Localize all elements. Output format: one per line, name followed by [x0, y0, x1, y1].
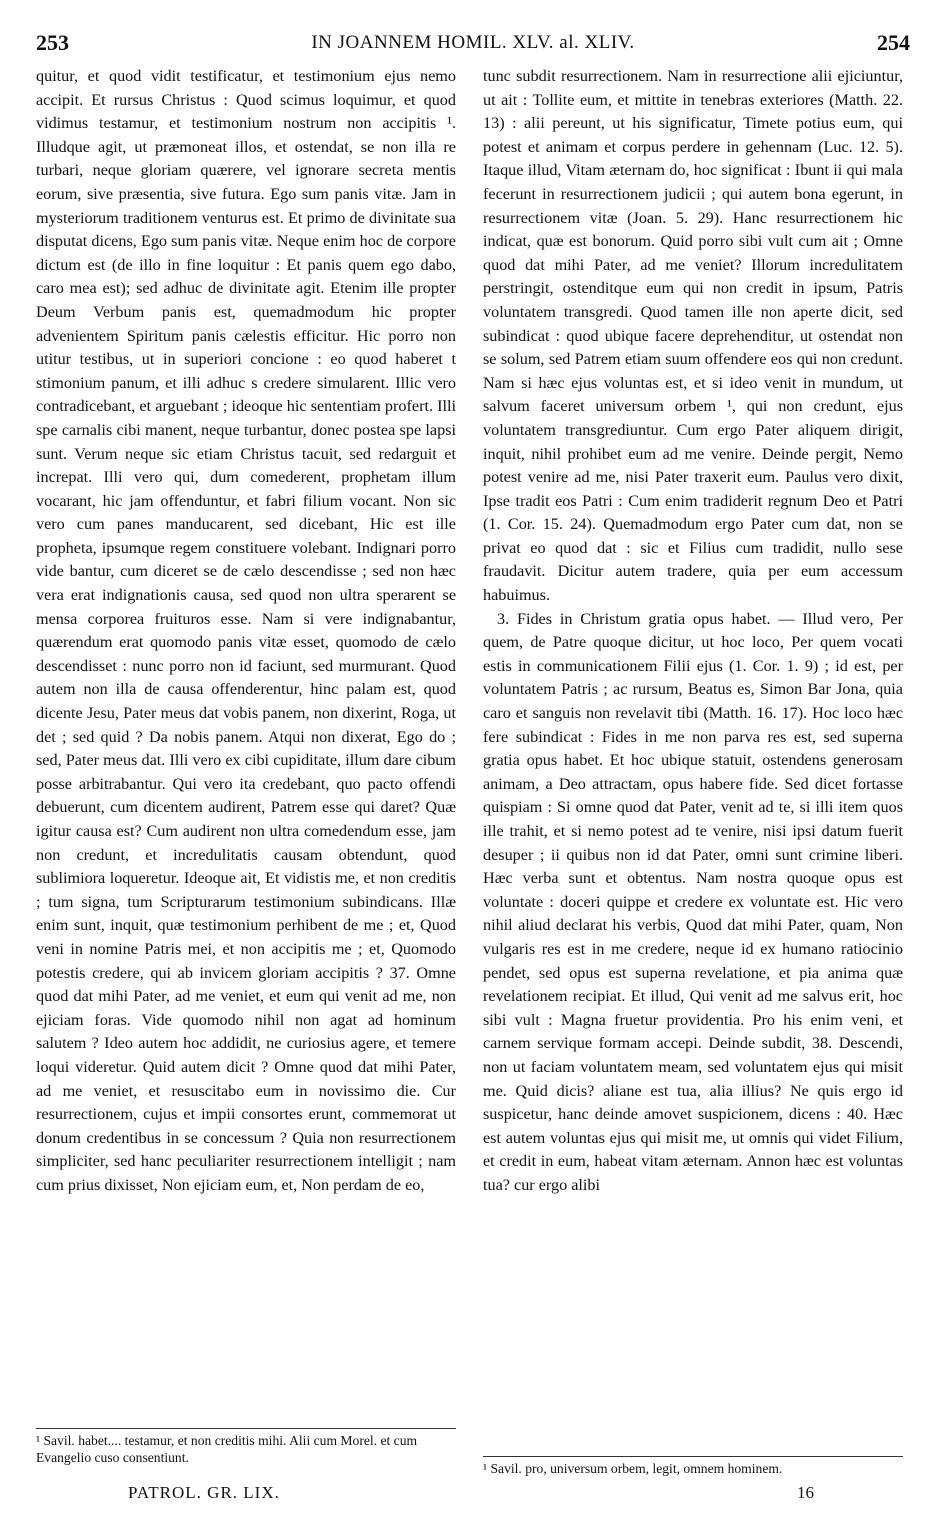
- footnote-right: ¹ Savil. pro, universum orbem, legit, omnem hominem.: [483, 1461, 783, 1476]
- right-paragraph-2: 3. Fides in Christum gratia opus habet. — Illud vero, Per quem, de Patre quoque dicitur, ut hoc loco, Per quem vocati estis in communicationem Filii ejus (1. Cor. 1. 9) ; id est, per voluntatem Patris ; ac rursum, Beatus es, Simon Bar Jona, quia caro et sanguis non revelavit tibi (Matth. 16. 17). Hoc loco hæc fere subindicat : Fides in me non parva res est, sed superna gratia opus habet. Et hoc ubique statuit, ostendens generosam animam, a Deo attractam, opus habere fide. Sed dicet fortasse quispiam : Si omne quod dat Pater, venit ad te, si illi item quos ille trahit, et si nemo potest ad te venire, nisi ipsi datum fuerit desuper ; ii quibus non id dat Pater, omni sunt crimine liberi. Hæc verba sunt et obtentus. Nam nostra quoque opus est voluntate : doceri quippe et credere ex voluntate est. Hic vero nihil aliud declarat his verbis, Quod dat mihi Pater, quam, Non vulgaris res est in me credere, neque id ex humano ratiocinio pendet, sed opus est superna revelatione, et pia anima quæ revelationem recipiat. Et illud, Qui venit ad me salvus erit, hoc sibi vult : Magna fruetur providentia. Pro his enim veni, et carnem servique formam accepi. Deinde subdit, 38. Descendi, non ut faciam voluntatem meam, sed voluntatem ejus qui misit me. Quid dicis? aliane est tua, alia illius? Ne quis ergo id suspicetur, hanc deinde amovet suspicionem, dicens : 40. Hæc est autem voluntas ejus qui misit me, ut omnis qui videt Filium, et credit in eum, habeat vitam æternam. Annon hæc est voluntas tua? cur ergo alibi: [483, 609, 903, 1194]
- page-number-left: 253: [36, 30, 69, 55]
- footnote-left: ¹ Savil. habet.... testamur, et non creditis mihi. Alii cum Morel. et cum Evangelio cuso consentiunt.: [36, 1433, 418, 1465]
- signature-mark: PATROL. GR. LIX.: [128, 1483, 280, 1502]
- right-paragraph-1: tunc subdit resurrectionem. Nam in resurrectione alii ejiciuntur, ut ait : Tollite eum, et mittite in tenebras exteriores (Matth. 22. 13) : alii pereunt, ut his significatur, Timete potius eum, qui potest et animam et corpus perdere in gehennam (Luc. 12. 5). Itaque illud, Vitam æternam do, hoc significat : Ibunt ii qui mala fecerunt in resurrectionem judicii ; qui autem bona egerunt, in resurrectionem vitæ (Joan. 5. 29). Hanc resurrectionem hic indicat, quæ est bonorum. Quid porro sibi vult cum ait ; Omne quod dat mihi Pater, ad me veniet? Illorum incredulitatem perstringit, ostenditque eum qui non credit in ipsum, Patris voluntatem transgredi. Quod tamen ille non aperte dicit, sed subindicat : quod ubique facere deprehenditur, ut ostendat non se solum, sed Patrem etiam suum offendere eos qui non credunt. Nam si hæc ejus voluntas est, et si ideo venit in mundum, ut salvum faceret universum orbem ¹, qui non credunt, ejus voluntatem transgrediuntur. Cum ergo Pater aliquem dirigit, inquit, nihil prohibet eum ad me venire. Deinde pergit, Nemo potest venire ad me, nisi Pater traxerit eum. Paulus vero dixit, Ipse tradit eos Patri : Cum enim tradiderit regnum Deo et Patri (1. Cor. 15. 24). Quemadmodum ergo Pater cum dat, non se privat eo quod dat : sic et Filius cum tradidit, nullo sese fraudavit. Dicitur autem tradere, quia per eum accessum habuimus.: [483, 67, 903, 605]
- running-header: [36, 26, 910, 66]
- footnote-rule-left: [36, 1428, 456, 1429]
- footnote-rule-right: [483, 1456, 903, 1457]
- running-title: IN JOANNEM HOMIL. XLV. al. XLIV.: [311, 32, 635, 53]
- signature-number: 16: [797, 1483, 814, 1502]
- left-paragraph-1: quitur, et quod vidit testificatur, et testimonium ejus nemo accipit. Et rursus Christus : Quod scimus loquimur, et quod vidimus testamur, et testimonium nostrum non accipitis ¹. Illudque agit, ut præmoneat illos, et ostendat, se non illa re turbari, neque gloriam quærere, vel ignorare secreta mentis eorum, sive præsentia, sive futura. Ego sum panis vitæ. Jam in mysteriorum traditionem venturus est. Et primo de divinitate sua disputat dicens, Ego sum panis vitæ. Neque enim hoc de corpore dictum est (de illo in fine loquitur : Et panis quem ego dabo, caro mea est); sed adhuc de divinitate agit. Etenim ille propter Deum Verbum panis est, quemadmodum hic propter advenientem Spiritum panis cælestis efficitur. Hic porro non utitur testibus, ut in superiori concione : eo quod haberet t stimonium panum, et illi adhuc s credere simularent. Illic vero contradicebant, et arguebant ; ideoque hic sententiam profert. Illi spe carnalis cibi manent, neque turbantur, donec postea spe lapsi sunt. Verum neque sic etiam Christus tacuit, sed redarguit et increpat. Illi vero qui, dum comederent, prophetam illum vocarant, hic jam offenduntur, et fabri filium vocant. Non sic vero cum panes manducarent, sed dicebant, Hic est ille propheta, ipsumque regem constituere volebant. Indignari porro vide bantur, cum diceret se de cælo descendisse ; sed non hæc vera erat indignationis causa, sed quod non ultra sperarent se mensa corporea fruituros esse. Nam si vere indignabantur, quærendum erat quomodo panis vitæ esset, quomodo de cælo descendisset : nunc porro non id faciunt, sed murmurant. Quod autem non illa de causa offenderentur, hinc palam est, quod dicente Jesu, Pater meus dat vobis panem, non dixerint, Roga, ut det ; sed quid ? Da nobis panem. Atqui non dixerat, Ego do ; sed, Pater meus dat. Illi vero ex cibi cupiditate, illum dare cibum posse arbitrabantur. Qui vero ita credebant, quo pacto offendi debuerunt, cum dicentem audirent, Patrem esse qui daret? Quæ igitur causa est? Cum audirent non ultra comedendum esse, jam non credunt, et incredulitatis causam obtendunt, quod sublimiora loqueretur. Ideoque ait, Et vidistis me, et non creditis ; tum signa, tum Scripturarum testimonium subindicans. Illæ enim sunt, inquit, quæ testimonium perhibent de me ; et, Quod veni in nomine Patris mei, et non accipitis me ; et, Quomodo potestis credere, qui ab invicem gloriam accipitis ? 37. Omne quod dat mihi Pater, ad me veniet, et eum qui venit ad me, non ejiciam foras. Vide quomodo nihil non agat ad hominum salutem ? Ideo autem hoc addidit, ne curiosius agere, et temere loqui videretur. Quid autem dicit ? Omne quod dat mihi Pater, ad me veniet, et resuscitabo eum in novissimo die. Cur resurrectionem, cujus et impii consortes erunt, commemorat ut donum credentibus in se concessum ? Quia non resurrectionem simpliciter, sed hanc peculiariter resurrectionem intelligit ; nam cum prius dixisset, Non ejiciam eum, et, Non perdam de eo,: [36, 67, 456, 1194]
- left-column: [36, 65, 456, 1198]
- right-column: [483, 65, 903, 1198]
- page-number-right: 254: [877, 30, 910, 55]
